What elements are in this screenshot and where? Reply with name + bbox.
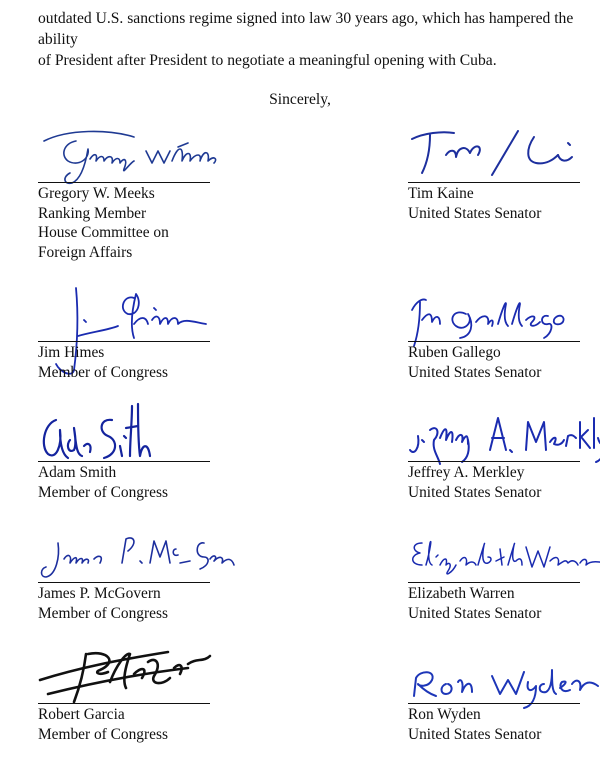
signature-line [38,582,210,583]
signatory-name: Adam Smith [38,464,117,481]
signatory-title-line: United States Senator [408,483,542,501]
handwritten-signature-merkley [408,400,600,470]
signatory-name: Ron Wyden [408,706,481,723]
handwritten-signature-wyden [408,642,600,712]
signatory-name: Robert Garcia [38,706,125,723]
signatory-title-line: Ranking Member [38,204,147,222]
letter-body-line-1: outdated U.S. sanctions regime signed into law 30 years ago, which has hampered the ability [38,10,574,48]
signatory-title-line: United States Senator [408,604,542,622]
signatory-name: Gregory W. Meeks [38,185,155,202]
handwritten-signature-meeks [38,121,238,191]
handwritten-signature-himes [38,280,238,350]
signatory-name: Jeffrey A. Merkley [408,464,525,481]
signature-line [408,341,580,342]
signature-line [408,182,580,183]
letter-closing: Sincerely, [269,91,331,108]
signature-line [408,582,580,583]
signature-line [38,341,210,342]
letter-body-line-2: of President after President to negotiate a meaningful opening with Cuba. [38,52,497,69]
signatory-title-line: Foreign Affairs [38,243,133,261]
handwritten-signature-gallego [408,280,600,350]
signatory-title-line: United States Senator [408,725,542,743]
handwritten-signature-smith [38,400,238,470]
letter-body-text [38,8,583,71]
signature-line [38,461,210,462]
signatory-name: Elizabeth Warren [408,585,515,602]
handwritten-signature-garcia [38,642,238,712]
signature-line [408,703,580,704]
signature-line [38,182,210,183]
signatory-title-line: United States Senator [408,204,542,222]
signatory-name: James P. McGovern [38,585,161,602]
signature-line [38,703,210,704]
signatory-title-line: Member of Congress [38,604,168,622]
signature-line [408,461,580,462]
signatory-title-line: United States Senator [408,363,542,381]
signatory-title-line: Member of Congress [38,483,168,501]
signatory-name: Jim Himes [38,344,105,361]
handwritten-signature-mcgovern [38,521,238,591]
handwritten-signature-warren [408,521,600,591]
handwritten-signature-kaine [408,121,600,191]
signatory-name: Tim Kaine [408,185,474,202]
signatory-name: Ruben Gallego [408,344,501,361]
signatory-title-line: Member of Congress [38,725,168,743]
signatory-title-line: Member of Congress [38,363,168,381]
signatory-title-line: House Committee on [38,224,169,241]
